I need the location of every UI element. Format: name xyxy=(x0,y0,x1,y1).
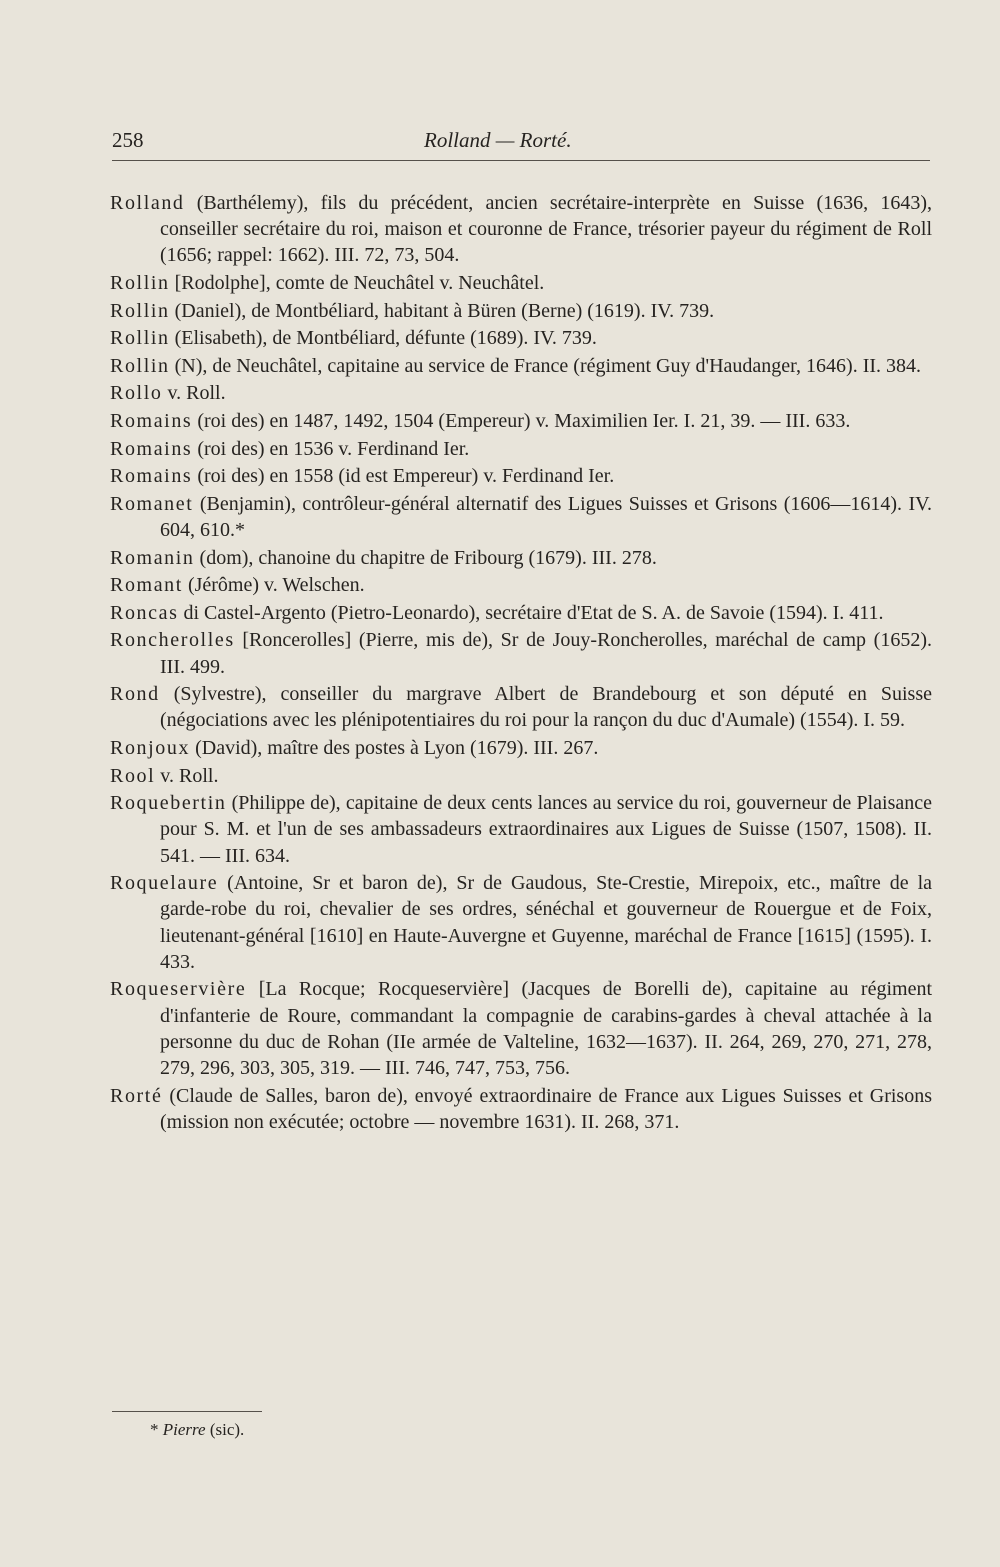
entry-text: v. Roll. xyxy=(162,382,226,405)
index-entry xyxy=(110,491,932,543)
footnote-marker: * xyxy=(150,1420,163,1439)
entry-text: (N), de Neuchâtel, capitaine au service de France (régiment Guy d'Haudanger, 1646). II. 384. xyxy=(169,354,922,377)
index-entry xyxy=(110,572,932,598)
entry-name: Romant xyxy=(110,574,183,597)
entry-text: (Sylvestre), conseiller du margrave Albert de Brandebourg et son député en Suisse (négociations avec les plénipotentiaires du roi pour la rançon du duc d'Aumale) (1554). I. 59. xyxy=(159,683,932,732)
index-entry xyxy=(110,325,932,351)
entry-name: Rond xyxy=(110,683,160,706)
entry-name: Roncherolles xyxy=(110,629,235,652)
index-entry xyxy=(110,735,932,761)
entry-name: Rollin xyxy=(110,327,170,350)
index-entry xyxy=(110,353,932,379)
footnote-rule xyxy=(112,1411,262,1412)
index-entry xyxy=(110,190,932,269)
entry-text: (Antoine, Sr et baron de), Sr de Gaudous, Ste-Crestie, Mirepoix, etc., maître de la garde-robe du roi, chevalier de ses ordres, sénéchal et gouverneur de Rouergue et de Foix, lieutenant-général [1610] en Haute-Auvergne et Guyenne, maréchal de France [1615] (1595). I. 433. xyxy=(160,872,932,973)
entry-text: (Philippe de), capitaine de deux cents lances au service du roi, gouverneur de Plaisance pour S. M. et l'un de ses ambassadeurs extraordinaires aux Ligues de Suisse (1507, 1508). II. 541. — III. 634. xyxy=(160,792,932,867)
entry-name: Rollo xyxy=(110,382,163,405)
footnote-word: Pierre xyxy=(162,1420,206,1439)
entry-text: (Benjamin), contrôleur-général alternatif des Ligues Suisses et Grisons (1606—1614). IV. 604, 610.* xyxy=(160,492,932,541)
index-entry xyxy=(110,627,932,679)
entry-text: [La Rocque; Rocqueservière] (Jacques de Borelli de), capitaine au régiment d'infanterie de Roure, commandant la compagnie de carabins-gardes à cheval attachée à la personne du duc de Rohan (IIe armée de Valteline, 1632—1637). II. 264, 269, 270, 271, 278, 279, 296, 303, 305, 319. — III. 746, 747, 753, 756. xyxy=(160,978,932,1079)
page-header xyxy=(112,128,930,158)
index-entry xyxy=(110,408,932,434)
entry-name: Rool xyxy=(110,764,156,787)
entry-text: [Roncerolles] (Pierre, mis de), Sr de Jouy-Roncherolles, maréchal de camp (1652). III. 499. xyxy=(160,629,932,678)
entry-name: Romanet xyxy=(110,492,194,515)
index-entry xyxy=(110,870,932,975)
entry-name: Rollin xyxy=(110,272,170,294)
entry-name: Rolland xyxy=(110,192,185,214)
header-rule xyxy=(112,160,930,161)
index-entry xyxy=(110,681,932,733)
entry-text: (Claude de Salles, baron de), envoyé extraordinaire de France aux Ligues Suisses et Grisons (mission non exécutée; octobre — novembre 1631). II. 268, 371. xyxy=(160,1084,932,1133)
footnote-rest: (sic). xyxy=(205,1420,245,1439)
entry-text: (David), maître des postes à Lyon (1679). III. 267. xyxy=(190,736,599,759)
entry-name: Roquelaure xyxy=(110,872,219,895)
index-entry xyxy=(110,545,932,571)
entry-text: di Castel-Argento (Pietro-Leonardo), secrétaire d'Etat de S. A. de Savoie (1594). I. 411. xyxy=(178,601,884,624)
index-entries xyxy=(110,190,932,1136)
index-entry xyxy=(110,763,932,789)
entry-name: Roqueservière xyxy=(110,978,247,1001)
index-entry xyxy=(110,270,932,296)
entry-text: [Rodolphe], comte de Neuchâtel v. Neuchâtel. xyxy=(169,272,545,294)
entry-name: Rorté xyxy=(110,1084,163,1107)
entry-text: (Elisabeth), de Montbéliard, défunte (1689). IV. 739. xyxy=(169,327,597,350)
index-entry xyxy=(110,298,932,324)
entry-text: (Jérôme) v. Welschen. xyxy=(182,574,365,597)
entry-name: Ronjoux xyxy=(110,736,191,759)
index-entry xyxy=(110,790,932,869)
entry-name: Roncas xyxy=(110,601,179,624)
entry-text: (Daniel), de Montbéliard, habitant à Büren (Berne) (1619). IV. 739. xyxy=(169,299,715,322)
index-entry xyxy=(110,1083,932,1135)
index-entry xyxy=(110,380,932,406)
entry-text: (roi des) en 1536 v. Ferdinand Ier. xyxy=(192,437,470,460)
entry-name: Romains xyxy=(110,409,193,432)
entry-name: Rollin xyxy=(110,354,170,377)
running-head: Rolland — Rorté. xyxy=(424,128,572,152)
entry-name: Romanin xyxy=(110,546,195,569)
footnote xyxy=(150,1420,244,1440)
index-entry xyxy=(110,463,932,489)
entry-name: Romains xyxy=(110,437,193,460)
index-entry xyxy=(110,436,932,462)
index-entry xyxy=(110,976,932,1081)
entry-name: Romains xyxy=(110,465,193,488)
entry-text: v. Roll. xyxy=(155,764,219,787)
entry-text: (roi des) en 1558 (id est Empereur) v. Ferdinand Ier. xyxy=(192,465,615,488)
entry-name: Rollin xyxy=(110,299,170,322)
entry-name: Roquebertin xyxy=(110,792,227,815)
page-number: 258 xyxy=(112,128,144,152)
entry-text: (Barthélemy), fils du précédent, ancien secrétaire-interprète en Suisse (1636, 1643), conseiller secrétaire du roi, maison et couronne de France, trésorier payeur du régiment de Roll (1656; rappel: 1662). III. 72, 73, 504. xyxy=(160,192,932,267)
entry-text: (roi des) en 1487, 1492, 1504 (Empereur) v. Maximilien Ier. I. 21, 39. — III. 633. xyxy=(192,409,851,432)
index-entry xyxy=(110,600,932,626)
entry-text: (dom), chanoine du chapitre de Fribourg (1679). III. 278. xyxy=(194,546,657,569)
